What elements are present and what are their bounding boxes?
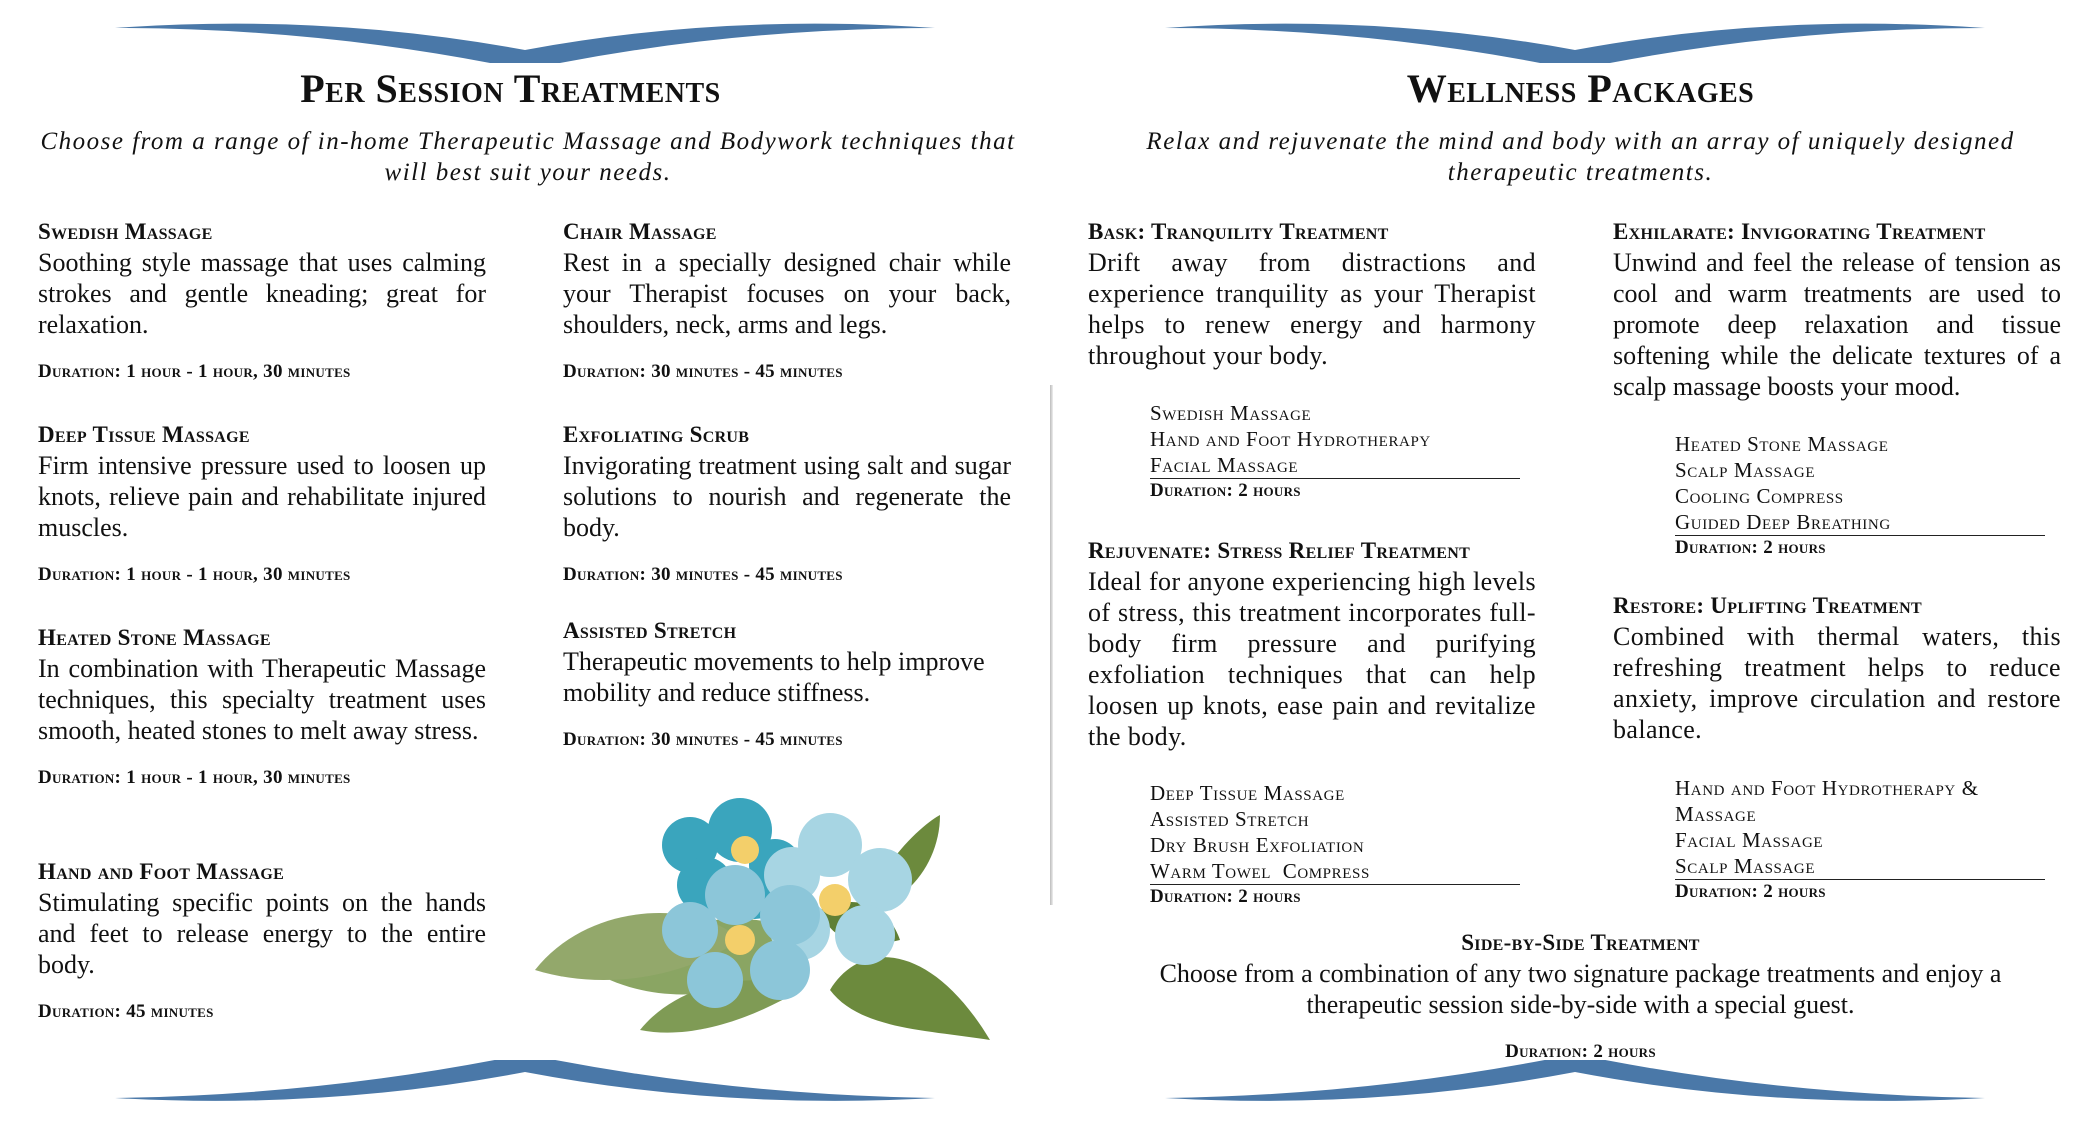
treatment-duration: Duration: 30 minutes - 45 minutes (563, 564, 843, 585)
package-bask (1088, 217, 1536, 371)
treatment-description: In combination with Therapeutic Massage techniques, this specialty treatment uses smooth, heated stones to melt away stress. (38, 654, 486, 745)
treatment-description: Therapeutic movements to help improve mobility and reduce stiffness. (563, 647, 985, 707)
treatment-title: Heated Stone Massage (38, 625, 271, 650)
package-restore-items (1675, 775, 2045, 904)
package-duration: Duration: 2 hours (1675, 537, 1826, 558)
side-by-side-treatment (1108, 928, 2053, 1064)
treatment-duration: Duration: 30 minutes - 45 minutes (563, 729, 843, 750)
package-exhilarate (1613, 217, 2061, 402)
top-right-wave (1160, 18, 1990, 63)
treatment-title: Swedish Massage (38, 219, 213, 244)
treatment-description: Rest in a specially designed chair while your Therapist focuses on your back, shoulders, neck, arms and legs. (563, 248, 1011, 339)
treatment-duration: Duration: 30 minutes - 45 minutes (563, 361, 843, 382)
treatment-deep-tissue (38, 420, 486, 587)
package-duration: Duration: 2 hours (1150, 480, 1301, 501)
wellness-packages-intro: Relax and rejuvenate the mind and body with an array of uniquely designed therapeutic treatments. (1146, 128, 2015, 186)
per-session-title: Per Session Treatments (300, 66, 721, 111)
package-item: Warm Towel Compress (1150, 858, 1520, 885)
per-session-intro: Choose from a range of in-home Therapeutic Massage and Bodywork techniques that will best suit your needs. (40, 128, 1016, 186)
package-item: Scalp Massage (1675, 853, 2045, 880)
treatment-description: Soothing style massage that uses calming strokes and gentle kneading; great for relaxation. (38, 248, 486, 339)
package-item: Swedish Massage (1150, 401, 1312, 425)
treatment-title: Deep Tissue Massage (38, 422, 250, 447)
package-duration: Duration: 2 hours (1150, 886, 1301, 907)
package-item: Assisted Stretch (1150, 807, 1310, 831)
side-by-side-description: Choose from a combination of any two signature package treatments and enjoy a therapeutic session side-by-side with a special guest. (1159, 959, 2002, 1019)
package-item: Facial Massage (1150, 452, 1520, 479)
package-description: Drift away from distractions and experience tranquility as your Therapist helps to renew energy and harmony throughout your body. (1088, 248, 1536, 370)
package-restore (1613, 591, 2061, 745)
package-item: Cooling Compress (1675, 484, 1844, 508)
top-left-wave (110, 18, 940, 63)
side-by-side-duration: Duration: 2 hours (1505, 1041, 1656, 1062)
treatment-description: Stimulating specific points on the hands and feet to release energy to the entire body. (38, 888, 486, 979)
package-description: Ideal for anyone experiencing high levels of stress, this treatment incorporates full-body firm pressure and purifying exfoliation techniques that can help loosen up knots, ease pain and revitalize the body. (1088, 567, 1536, 751)
package-description: Unwind and feel the release of tension as cool and warm treatments are used to promote deep relaxation and tissue softening while the delicate textures of a scalp massage boosts your mood. (1613, 248, 2061, 401)
package-duration: Duration: 2 hours (1675, 881, 1826, 902)
wellness-packages-title: Wellness Packages (1406, 66, 1755, 111)
package-exhilarate-items (1675, 431, 2045, 560)
treatment-title: Chair Massage (563, 219, 717, 244)
treatment-chair-massage (563, 217, 1011, 384)
package-item: Dry Brush Exfoliation (1150, 833, 1365, 857)
package-rejuvenate (1088, 536, 1536, 752)
treatment-description: Invigorating treatment using salt and sugar solutions to nourish and regenerate the body. (563, 451, 1011, 542)
package-rejuvenate-items (1150, 780, 1520, 909)
package-item: Scalp Massage (1675, 458, 1816, 482)
treatment-duration: Duration: 1 hour - 1 hour, 30 minutes (38, 361, 351, 382)
flower-illustration (530, 790, 1000, 1045)
package-title: Bask: Tranquility Treatment (1088, 219, 1389, 244)
treatment-title: Exfoliating Scrub (563, 422, 750, 447)
treatment-title: Hand and Foot Massage (38, 859, 285, 884)
treatment-duration: Duration: 1 hour - 1 hour, 30 minutes (38, 564, 351, 585)
treatment-exfoliating-scrub (563, 420, 1011, 587)
treatment-heated-stone (38, 623, 486, 790)
package-item: Hand and Foot Hydrotherapy & Massage (1675, 776, 1979, 826)
treatment-swedish-massage (38, 217, 486, 384)
package-title: Rejuvenate: Stress Relief Treatment (1088, 538, 1471, 563)
package-title: Restore: Uplifting Treatment (1613, 593, 1922, 618)
package-item: Facial Massage (1675, 828, 1824, 852)
side-by-side-title: Side-by-Side Treatment (1461, 930, 1700, 955)
treatment-duration: Duration: 1 hour - 1 hour, 30 minutes (38, 767, 351, 788)
package-description: Combined with thermal waters, this refreshing treatment helps to reduce anxiety, improve circulation and restore balance. (1613, 622, 2061, 744)
treatment-assisted-stretch (563, 616, 1011, 752)
bottom-right-wave (1160, 1060, 1990, 1105)
bottom-left-wave (110, 1060, 940, 1105)
package-title: Exhilarate: Invigorating Treatment (1613, 219, 1986, 244)
treatment-duration: Duration: 45 minutes (38, 1001, 214, 1022)
treatment-hand-foot (38, 857, 486, 1024)
package-item: Deep Tissue Massage (1150, 781, 1345, 805)
package-item: Guided Deep Breathing (1675, 509, 2045, 536)
panel-divider (1050, 385, 1053, 905)
package-item: Hand and Foot Hydrotherapy (1150, 427, 1431, 451)
treatment-title: Assisted Stretch (563, 618, 737, 643)
package-item: Heated Stone Massage (1675, 432, 1889, 456)
treatment-description: Firm intensive pressure used to loosen up knots, relieve pain and rehabilitate injured muscles. (38, 451, 486, 542)
package-bask-items (1150, 400, 1520, 503)
